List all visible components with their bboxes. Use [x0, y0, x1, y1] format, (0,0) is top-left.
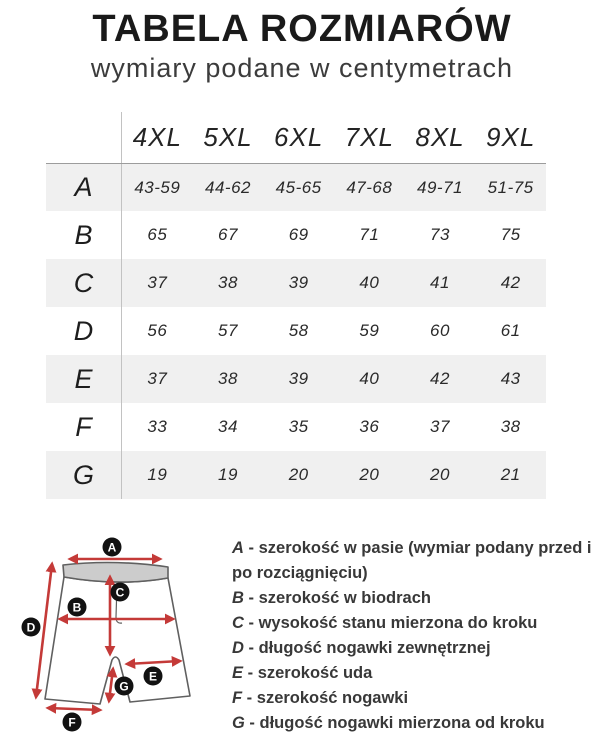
size-column-header: 8XL: [415, 122, 465, 152]
legend-item: [232, 661, 596, 686]
legend-item: [232, 711, 596, 736]
legend-text: długość nogawki zewnętrznej: [258, 639, 491, 657]
table-header-row: [46, 112, 546, 163]
measure-label-e: [144, 667, 163, 686]
size-cell: 37: [147, 273, 168, 292]
size-cell: 56: [147, 321, 168, 340]
page-header: [0, 8, 604, 84]
size-cell: 60: [430, 321, 450, 340]
measure-label-d: [22, 618, 41, 637]
legend-item: [232, 536, 596, 586]
table-row: [46, 403, 546, 451]
legend-letter: A: [232, 539, 244, 557]
table-row: [46, 355, 546, 403]
shorts-waistband: [63, 563, 168, 582]
legend-text: wysokość stanu mierzona do kroku: [258, 614, 538, 632]
size-cell: 59: [359, 321, 380, 340]
row-label: D: [46, 307, 122, 355]
svg-text:F: F: [68, 715, 76, 730]
shorts-measurement-diagram: [10, 531, 230, 743]
size-cell: 20: [430, 465, 450, 484]
size-cell: 58: [288, 321, 309, 340]
legend-text: szerokość nogawki: [256, 689, 409, 707]
measure-label-a: [103, 538, 122, 557]
legend-separator: -: [243, 539, 259, 557]
size-column-header: 5XL: [203, 122, 253, 152]
size-cell: 44-62: [205, 177, 251, 197]
legend-separator: -: [243, 589, 259, 607]
size-cell: 51-75: [487, 177, 534, 197]
size-column-header: 7XL: [344, 122, 394, 152]
row-label: G: [46, 451, 122, 499]
size-cell: 19: [147, 465, 168, 484]
size-cell: 41: [430, 273, 450, 292]
legend-separator: -: [244, 714, 260, 732]
size-cell: 45-65: [275, 177, 322, 197]
size-column-header: 4XL: [132, 122, 182, 152]
legend-separator: -: [243, 664, 258, 682]
measure-label-b: [68, 598, 87, 617]
legend-letter: G: [232, 714, 245, 732]
row-label: F: [46, 403, 122, 451]
table-row: [46, 307, 546, 355]
legend-letter: F: [232, 689, 243, 707]
legend-text: szerokość uda: [257, 664, 373, 682]
size-cell: 42: [430, 369, 450, 388]
inner-leg-arrow-G: [109, 669, 113, 701]
size-cell: 69: [288, 225, 309, 244]
svg-text:E: E: [148, 669, 158, 684]
legend-text: szerokość w pasie (wymiar podany przed i po rozciągnięciu): [232, 539, 592, 582]
size-cell: 43: [500, 369, 521, 388]
table-row: [46, 211, 546, 259]
row-label: C: [46, 259, 122, 307]
size-cell: 42: [500, 273, 521, 292]
size-cell: 19: [218, 465, 238, 484]
size-cell: 38: [218, 273, 238, 292]
size-cell: 75: [500, 225, 521, 244]
legend-letter: D: [232, 639, 244, 657]
table-row: [46, 451, 546, 499]
svg-text:G: G: [119, 679, 129, 694]
legend-item: [232, 686, 596, 711]
legend-separator: -: [243, 639, 259, 657]
legend-item: [232, 586, 596, 611]
size-cell: 73: [430, 225, 450, 244]
legend-letter: E: [232, 664, 244, 682]
legend-item: [232, 636, 596, 661]
measurement-legend: [232, 536, 596, 736]
size-cell: 37: [147, 369, 168, 388]
size-cell: 40: [359, 369, 380, 388]
size-cell: 38: [500, 417, 521, 436]
size-table: [46, 112, 546, 499]
page-title: TABELA ROZMIARÓW: [92, 8, 512, 50]
size-column-header: 6XL: [274, 122, 324, 152]
svg-text:C: C: [115, 585, 125, 600]
size-cell: 57: [218, 321, 238, 340]
size-cell: 20: [359, 465, 380, 484]
legend-separator: -: [242, 689, 257, 707]
legend-letter: B: [232, 589, 244, 607]
svg-text:D: D: [26, 620, 36, 635]
size-cell: 21: [500, 465, 521, 484]
row-label: A: [46, 164, 122, 211]
size-cell: 65: [147, 225, 168, 244]
hem-arrow-F: [48, 708, 100, 710]
row-label: B: [46, 211, 122, 259]
measure-label-g: [115, 677, 134, 696]
size-cell: 36: [359, 417, 380, 436]
table-row: [46, 259, 546, 307]
size-cell: 71: [359, 225, 380, 244]
measure-label-f: [63, 713, 82, 732]
measure-label-c: [111, 583, 130, 602]
size-cell: 39: [288, 273, 309, 292]
size-cell: 39: [288, 369, 309, 388]
legend-text: długość nogawki mierzona od kroku: [259, 714, 545, 732]
row-label: E: [46, 355, 122, 403]
size-column-header: 9XL: [486, 122, 536, 152]
legend-letter: C: [232, 614, 244, 632]
svg-text:B: B: [72, 600, 82, 615]
size-cell: 38: [218, 369, 238, 388]
table-row: [46, 163, 546, 211]
size-cell: 67: [218, 225, 238, 244]
size-cell: 43-59: [134, 177, 181, 197]
size-cell: 49-71: [417, 177, 463, 197]
size-cell: 20: [288, 465, 309, 484]
size-cell: 47-68: [346, 177, 393, 197]
size-cell: 61: [500, 321, 521, 340]
size-cell: 40: [359, 273, 380, 292]
legend-separator: -: [243, 614, 259, 632]
table-corner-cell: [46, 112, 122, 163]
size-cell: 33: [147, 417, 168, 436]
legend-text: szerokość w biodrach: [258, 589, 431, 607]
size-cell: 35: [288, 417, 309, 436]
size-cell: 34: [218, 417, 238, 436]
size-cell: 37: [430, 417, 450, 436]
legend-item: [232, 611, 596, 636]
page-subtitle: wymiary podane w centymetrach: [90, 52, 514, 83]
svg-text:A: A: [107, 540, 117, 555]
